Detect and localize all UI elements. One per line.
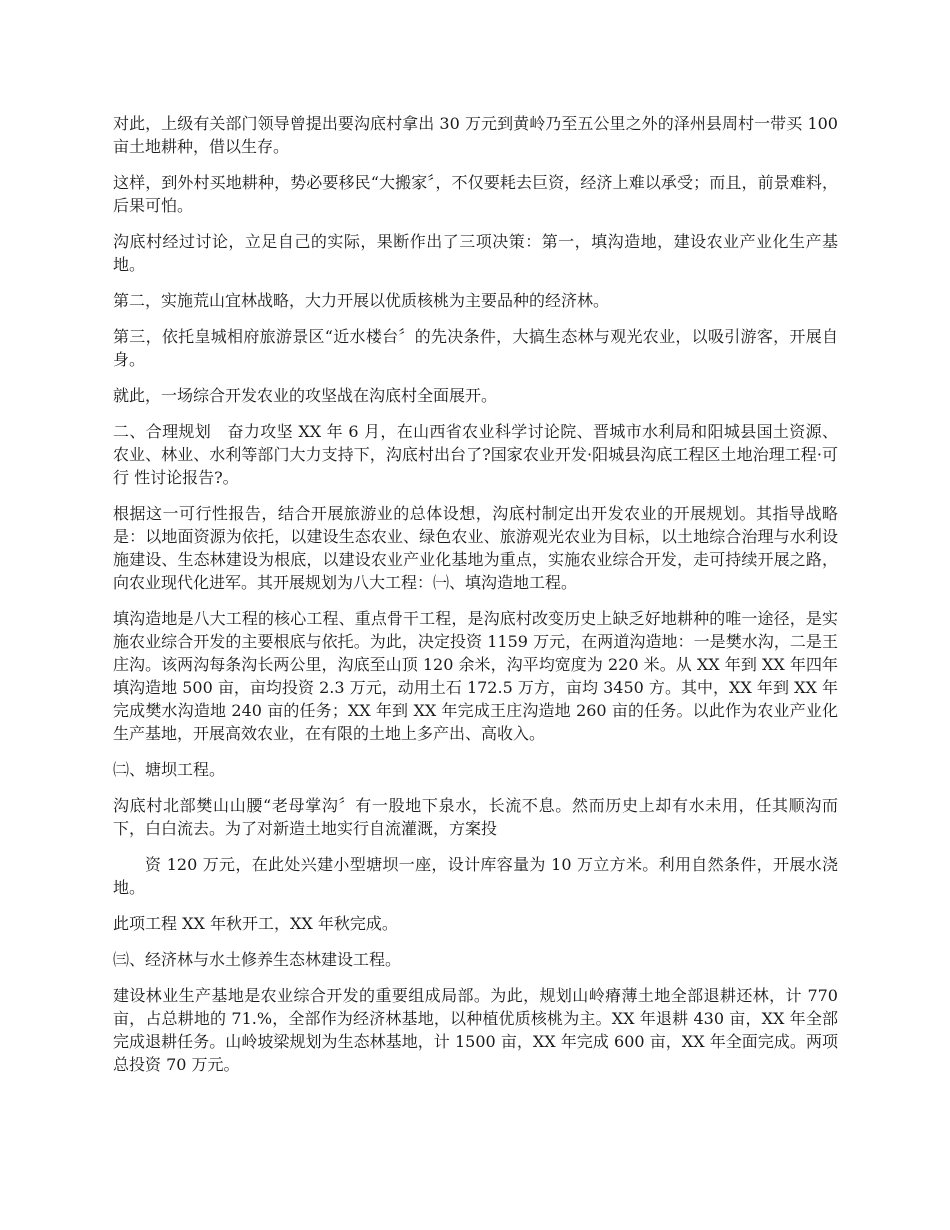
paragraph-15: 建设林业生产基地是农业综合开发的重要组成局部。为此，规划山岭瘠薄土地全部退耕还林，计 770 亩，占总耕地的 71.%，全部作为经济林基地，以种植优质核桃为主。XX 年退耕 430 亩，XX 年全部完成退耕任务。山岭坡梁规划为生态林基地，计 1500 亩，XX 年完成 600 亩，XX 年全面完成。两项总投资 70 万元。	[113, 986, 844, 1074]
paragraph-12: 资 120 万元，在此处兴建小型塘坝一座，设计库容量为 10 万立方米。利用自然条件，开展水浇地。	[113, 855, 838, 897]
paragraph-13: 此项工程 XX 年秋开工，XX 年秋完成。	[113, 914, 398, 933]
paragraph-4: 第二，实施荒山宜林战略，大力开展以优质核桃为主要品种的经济林。	[113, 291, 610, 310]
paragraph-8: 根据这一可行性报告，结合开展旅游业的总体设想，沟底村制定出开发农业的开展规划。其指导战略是：以地面资源为依托，以建设生态农业、绿色农业、旅游观光农业为目标，以土地综合治理与水利设施建设、生态林建设为根底，以建设农业产业化基地为重点，实施农业综合开发，走可持续开展之路，向农业现代化进军。其开展规划为八大工程：㈠、填沟造地工程。	[113, 504, 838, 592]
paragraph-14: ㈢、经济林与水土修养生态林建设工程。	[113, 950, 402, 969]
paragraph-6: 就此，一场综合开发农业的攻坚战在沟底村全面展开。	[113, 386, 498, 405]
paragraph-10: ㈡、塘坝工程。	[113, 760, 226, 779]
document-body	[113, 112, 844, 1089]
paragraph-1: 对此，上级有关部门领导曾提出要沟底村拿出 30 万元到黄岭乃至五公里之外的泽州县周村一带买 100 亩土地耕种，借以生存。	[113, 114, 844, 156]
paragraph-3: 沟底村经过讨论，立足自己的实际，果断作出了三项决策：第一，填沟造地，建设农业产业化生产基地。	[113, 232, 838, 274]
paragraph-7: 二、合理规划 奋力攻坚 XX 年 6 月，在山西省农业科学讨论院、晋城市水利局和阳城县国土资源、农业、林业、水利等部门大力支持下，沟底村出台了?国家农业开发·阳城县沟底工程区土地治理工程·可行 性讨论报告?。	[113, 422, 838, 487]
paragraph-2: 这样，到外村买地耕种，势必要移民“大搬家〞，不仅要耗去巨资，经济上难以承受；而且，前景难料，后果可怕。	[113, 173, 838, 215]
paragraph-9: 填沟造地是八大工程的核心工程、重点骨干工程，是沟底村改变历史上缺乏好地耕种的唯一途径，是实施农业综合开发的主要根底与依托。为此，决定投资 1159 万元，在两道沟造地：一是樊水沟，二是王庄沟。该两沟每条沟长两公里，沟底至山顶 120 余米，沟平均宽度为 220 米。从 XX 年到 XX 年四年填沟造地 500 亩，亩均投资 2.3 万元，动用土石 172.5 万方，亩均 3450 方。其中，XX 年到 XX 年完成樊水沟造地 240 亩的任务；XX 年到 XX 年完成王庄沟造地 260 亩的任务。以此作为农业产业化生产基地，开展高效农业，在有限的土地上多产出、高收入。	[113, 609, 838, 743]
paragraph-5: 第三，依托皇城相府旅游景区“近水楼台〞的先决条件，大搞生态林与观光农业，以吸引游客，开展自身。	[113, 327, 838, 369]
paragraph-11: 沟底村北部樊山山腰“老母掌沟〞有一股地下泉水，长流不息。然而历史上却有水未用，任其顺沟而下，白白流去。为了对新造土地实行自流灌溉，方案投	[113, 796, 838, 838]
